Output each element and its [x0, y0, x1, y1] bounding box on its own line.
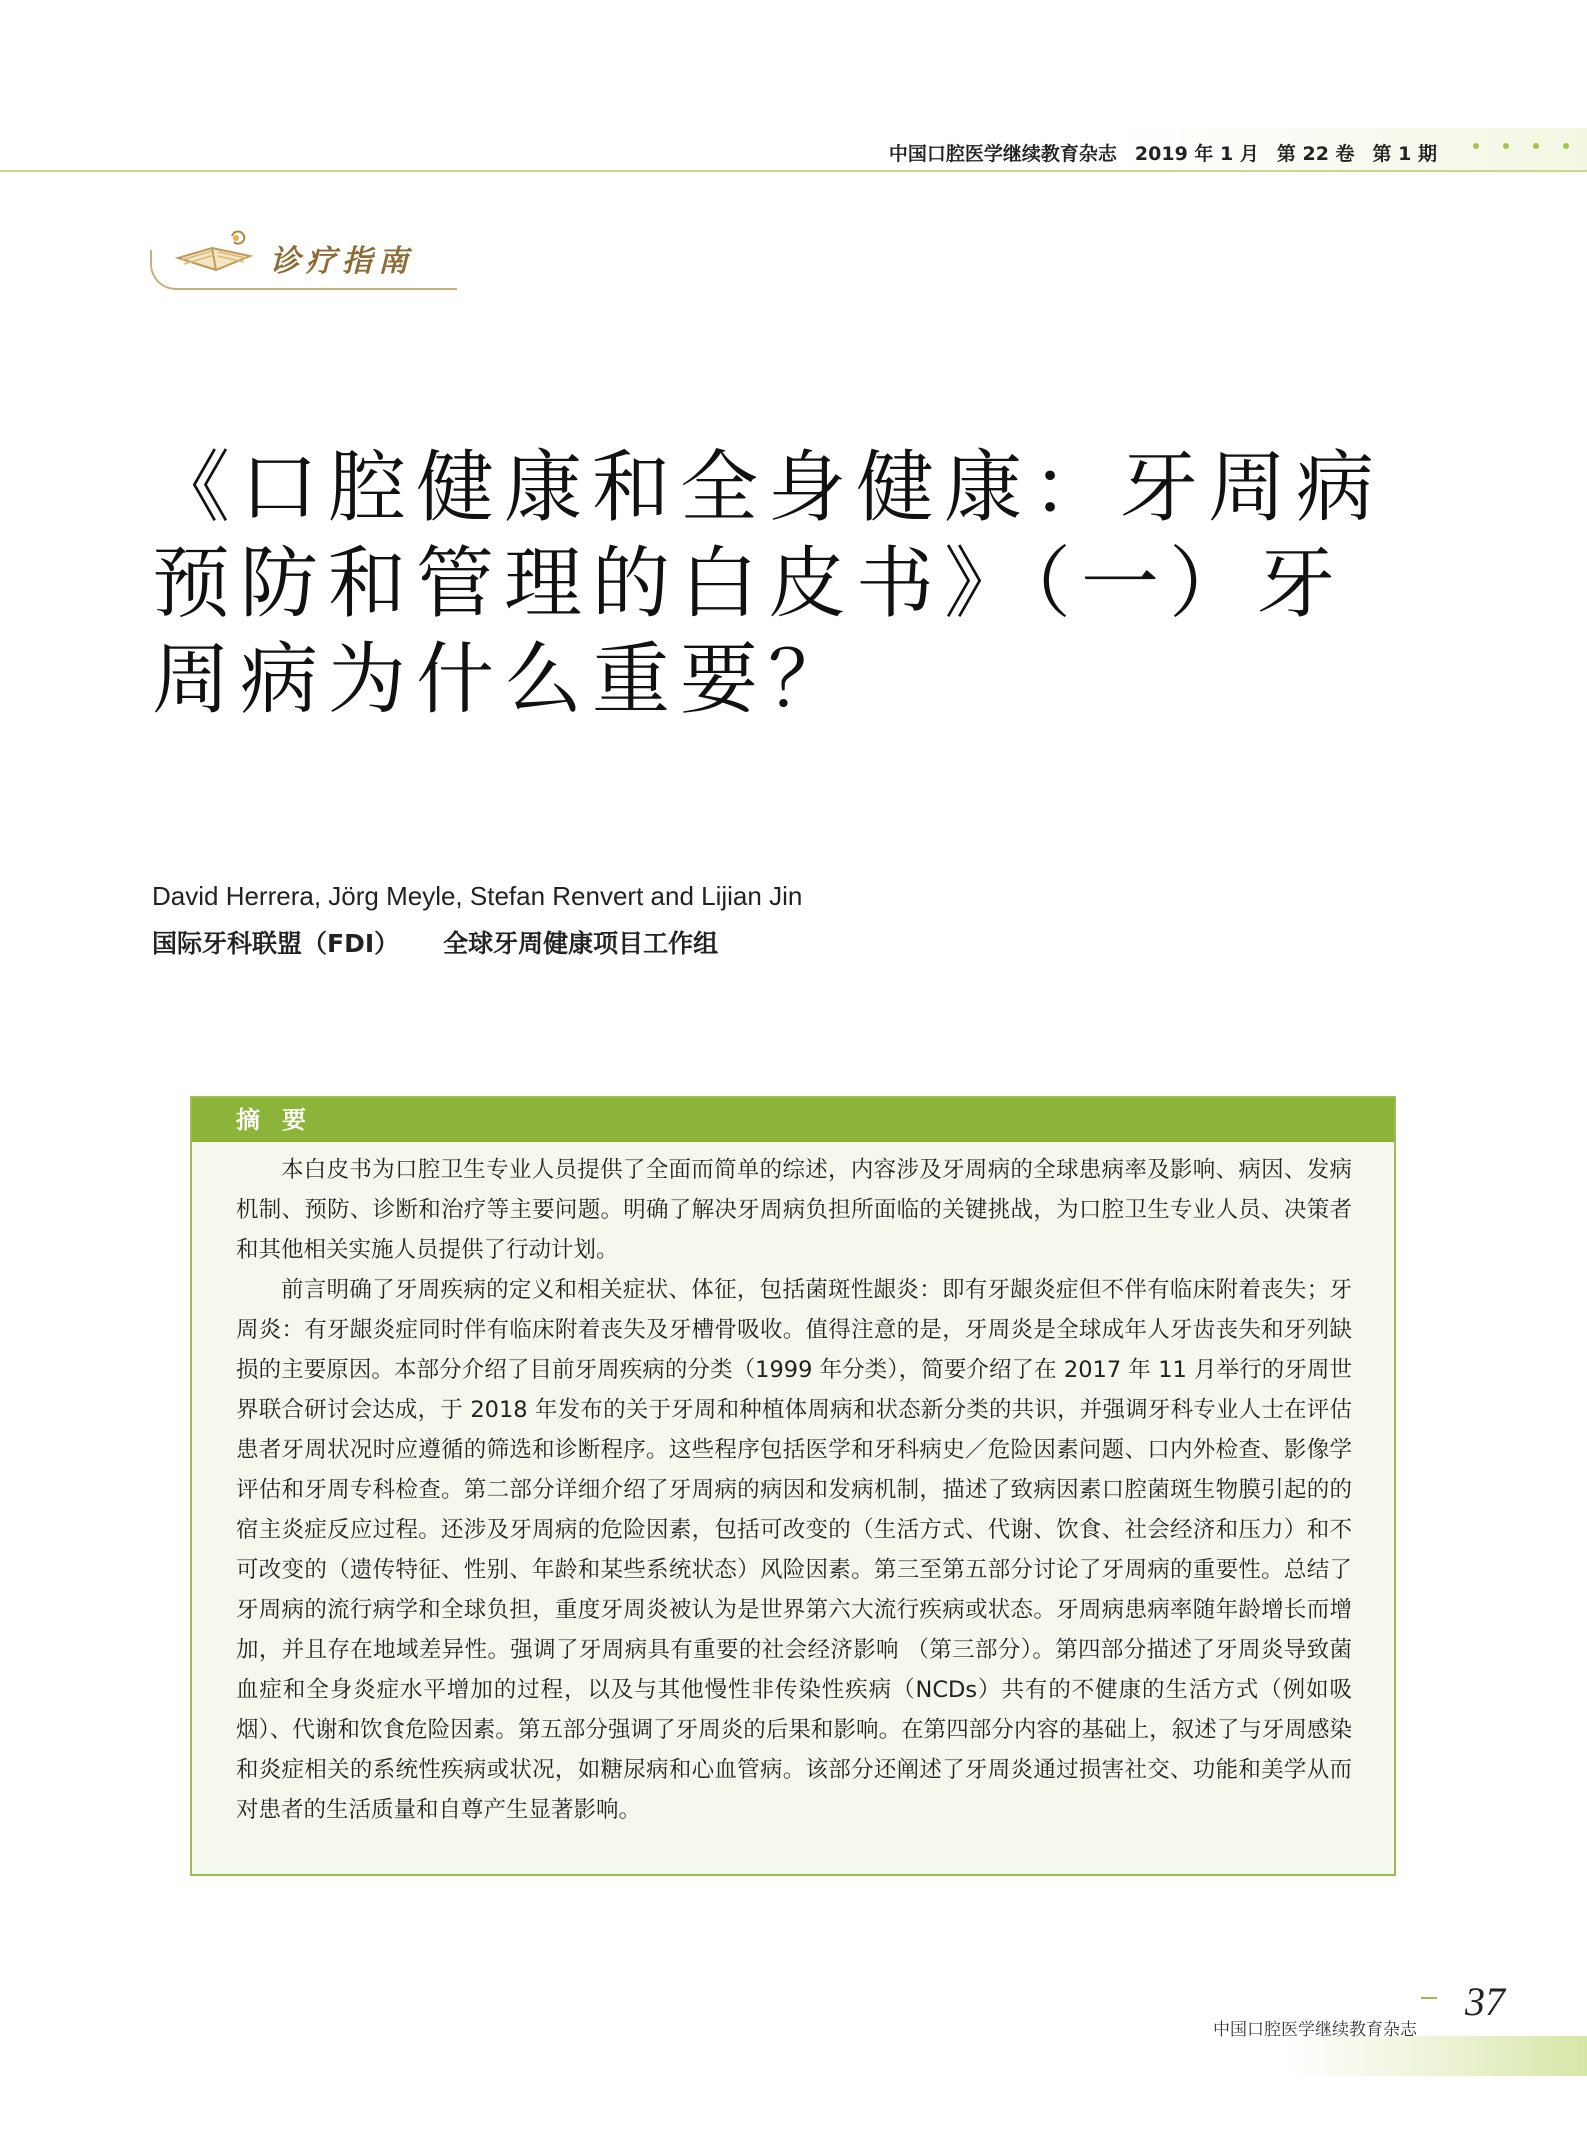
running-header — [889, 137, 1437, 167]
abstract-paragraph: 前言明确了牙周疾病的定义和相关症状、体征，包括菌斑性龈炎：即有牙龈炎症但不伴有临床附着丧失；牙周炎：有牙龈炎症同时伴有临床附着丧失及牙槽骨吸收。值得注意的是，牙周炎是全球成年人牙齿丧失和牙列缺损的主要原因。本部分介绍了目前牙周疾病的分类（1999 年分类），简要介绍了在 2017 年 11 月举行的牙周世界联合研讨会达成，于 2018 年发布的关于牙周和种植体周病和状态新分类的共识，并强调牙科专业人士在评估患者牙周状况时应遵循的筛选和诊断程序。这些程序包括医学和牙科病史／危险因素问题、口内外检查、影像学评估和牙周专科检查。第二部分详细介绍了牙周病的病因和发病机制，描述了致病因素口腔菌斑生物膜引起的的宿主炎症反应过程。还涉及牙周病的危险因素，包括可改变的（生活方式、代谢、饮食、社会经济和压力）和不可改变的（遗传特征、性别、年龄和某些系统状态）风险因素。第三至第五部分讨论了牙周病的重要性。总结了牙周病的流行病学和全球负担，重度牙周炎被认为是世界第六大流行疾病或状态。牙周病患病率随年龄增长而增加，并且存在地域差异性。强调了牙周病具有重要的社会经济影响 （第三部分）。第四部分描述了牙周炎导致菌血症和全身炎症水平增加的过程，以及与其他慢性非传染性疾病（NCDs）共有的不健康的生活方式（例如吸烟）、代谢和饮食危险因素。第五部分强调了牙周炎的后果和影响。在第四部分内容的基础上，叙述了与牙周感染和炎症相关的系统性疾病或状况，如糖尿病和心血管病。该部分还阐述了牙周炎通过损害社交、功能和美学从而对患者的生活质量和自尊产生显著影响。 — [236, 1277, 1352, 1823]
open-book-icon — [172, 228, 258, 278]
footer-band — [1287, 2036, 1587, 2076]
abstract-box — [190, 1096, 1396, 1876]
section-label: 诊疗指南 — [270, 244, 414, 279]
affiliation-group: 全球牙周健康项目工作组 — [443, 929, 719, 958]
abstract-paragraph: 本白皮书为口腔卫生专业人员提供了全面而简单的综述，内容涉及牙周病的全球患病率及影响、病因、发病机制、预防、诊断和治疗等主要问题。明确了解决牙周病负担所面临的关键挑战，为口腔卫生专业人员、决策者和其他相关实施人员提供了行动计划。 — [236, 1157, 1352, 1263]
footer-rule — [1421, 1997, 1437, 1999]
header-journal: 中国口腔医学继续教育杂志 — [888, 142, 1117, 165]
page-number: 37 — [1465, 1979, 1505, 2024]
header-rule — [0, 170, 1587, 172]
footer-journal: 中国口腔医学继续教育杂志 — [1213, 2020, 1417, 2040]
header-date: 2019 年 1 月 — [1134, 142, 1259, 165]
author-list: David Herrera, Jörg Meyle, Stefan Renvert and Lijian Jin — [152, 881, 803, 911]
affiliation — [152, 924, 718, 960]
article-title — [152, 440, 1442, 728]
title-line: 预防和管理的白皮书》（一）牙 — [152, 539, 1346, 629]
header-issue: 第 1 期 — [1372, 142, 1437, 165]
header-volume: 第 22 卷 — [1276, 142, 1355, 165]
abstract-heading: 摘要 — [192, 1098, 1394, 1142]
title-line: 周病为什么重要？ — [152, 635, 857, 725]
affiliation-org: 国际牙科联盟（FDI） — [152, 929, 400, 958]
section-tag — [150, 222, 460, 290]
abstract-body — [192, 1142, 1394, 1830]
title-line: 《口腔健康和全身健康：牙周病 — [152, 443, 1385, 533]
header-decoration-dots — [1473, 143, 1569, 149]
